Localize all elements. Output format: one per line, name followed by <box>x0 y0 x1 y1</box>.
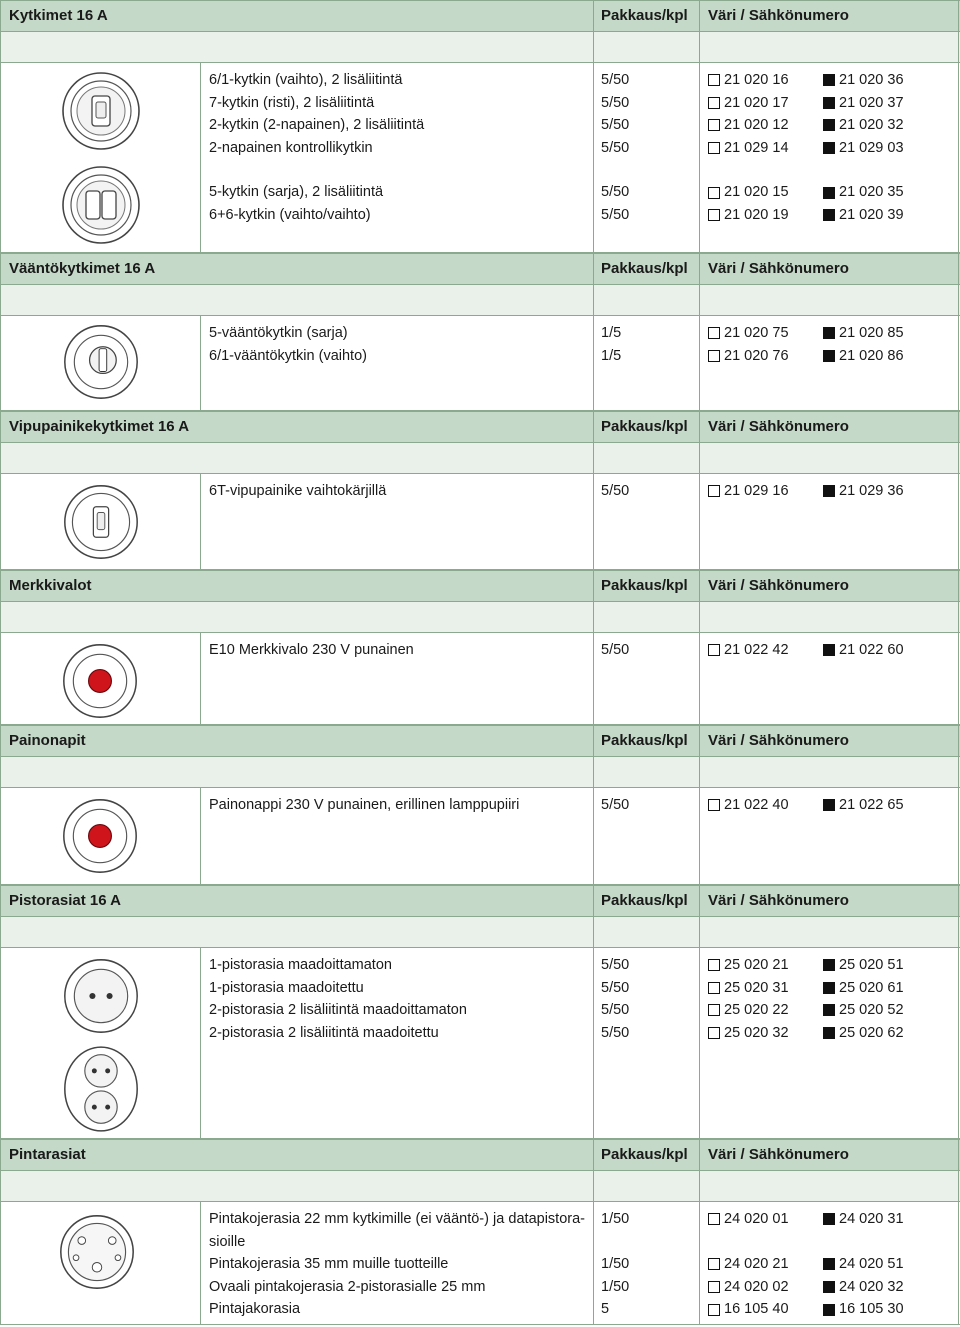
product-images <box>0 1202 200 1324</box>
section-title: Pistorasiat 16 A <box>0 886 593 916</box>
white-square-icon <box>708 97 720 109</box>
switch-product-image-double <box>59 163 143 247</box>
section-body <box>0 633 960 725</box>
row-description: Painonappi 230 V punainen, erillinen lamppupiiri <box>209 797 520 813</box>
pack-header: Pakkaus/kpl <box>593 1 699 31</box>
white-number: 21 029 16 <box>724 483 789 499</box>
row-numbers <box>708 794 958 817</box>
number-column <box>699 474 959 569</box>
socket-product-image <box>61 956 141 1036</box>
section-spacer <box>0 757 960 788</box>
pack-header: Pakkaus/kpl <box>593 254 699 284</box>
white-number: 16 105 40 <box>724 1301 789 1318</box>
row-numbers <box>708 92 958 115</box>
section-body <box>0 316 960 411</box>
product-images <box>0 474 200 569</box>
number-column <box>699 63 959 252</box>
black-number: 21 020 37 <box>839 94 904 111</box>
row-numbers <box>708 639 958 662</box>
row-pack: 5/50 <box>601 117 630 134</box>
black-number: 21 020 39 <box>839 206 904 223</box>
row-description: 2-kytkin (2-napainen), 2 lisäliitintä <box>209 117 425 134</box>
row-numbers <box>708 345 958 368</box>
number-column <box>699 316 959 410</box>
row-description: 6+6-kytkin (vaihto/vaihto) <box>209 206 371 223</box>
white-square-icon <box>708 209 720 221</box>
section-header <box>0 570 960 602</box>
row-description: 5-vääntökytkin (sarja) <box>209 325 348 341</box>
row-pack: 5/50 <box>601 1024 630 1041</box>
row-pack: 5 <box>601 1301 610 1318</box>
black-square-icon <box>823 327 835 339</box>
switch-product-image <box>59 69 143 153</box>
pack-header: Pakkaus/kpl <box>593 726 699 756</box>
black-square-icon <box>823 644 835 656</box>
surface-box-image <box>57 1212 137 1292</box>
row-pack: 1/50 <box>601 1211 630 1227</box>
white-square-icon <box>708 982 720 994</box>
black-number: 24 020 31 <box>839 1211 904 1227</box>
number-column <box>699 788 959 884</box>
section-vaantokytkimet <box>0 253 960 411</box>
row-description: 6/1-vääntökytkin (vaihto) <box>209 347 367 364</box>
section-header <box>0 885 960 917</box>
black-number: 24 020 51 <box>839 1256 904 1273</box>
black-number: 21 022 60 <box>839 642 904 658</box>
white-number: 21 020 19 <box>724 206 789 223</box>
pack-header: Pakkaus/kpl <box>593 1140 699 1170</box>
black-square-icon <box>823 1258 835 1270</box>
black-number: 21 029 36 <box>839 483 904 499</box>
white-square-icon <box>708 1027 720 1039</box>
row-numbers <box>708 137 958 160</box>
row-pack: 5/50 <box>601 483 630 499</box>
white-number: 21 022 40 <box>724 797 789 813</box>
number-column <box>699 633 959 724</box>
white-number: 21 020 76 <box>724 347 789 364</box>
black-square-icon <box>823 97 835 109</box>
rotary-switch-image <box>61 322 141 402</box>
white-number: 21 029 14 <box>724 139 789 156</box>
black-square-icon <box>823 187 835 199</box>
pack-column <box>593 316 699 410</box>
color-header: Väri / Sähkönumero <box>699 412 959 442</box>
black-number: 21 020 85 <box>839 325 904 341</box>
black-square-icon <box>823 119 835 131</box>
product-images <box>0 316 200 410</box>
push-button-image <box>59 796 141 876</box>
white-number: 21 022 42 <box>724 642 789 658</box>
row-pack: 5/50 <box>601 957 630 973</box>
black-square-icon <box>823 485 835 497</box>
white-number: 24 020 01 <box>724 1211 789 1227</box>
row-numbers <box>708 999 958 1022</box>
white-square-icon <box>708 1004 720 1016</box>
black-number: 25 020 51 <box>839 957 904 973</box>
row-description-continued: sioille <box>209 1233 246 1250</box>
color-header: Väri / Sähkönumero <box>699 726 959 756</box>
black-square-icon <box>823 142 835 154</box>
section-body <box>0 63 960 253</box>
section-pintarasiat <box>0 1139 960 1325</box>
pack-column <box>593 63 699 252</box>
white-number: 25 020 32 <box>724 1024 789 1041</box>
product-images <box>0 788 200 884</box>
color-header: Väri / Sähkönumero <box>699 886 959 916</box>
description-column <box>200 316 593 410</box>
product-images <box>0 948 200 1138</box>
section-spacer <box>0 285 960 316</box>
white-square-icon <box>708 1281 720 1293</box>
row-description: Pintakojerasia 22 mm kytkimille (ei vääntö-) ja datapistora- <box>209 1211 585 1227</box>
section-spacer <box>0 32 960 63</box>
white-square-icon <box>708 1213 720 1225</box>
section-title: Pintarasiat <box>0 1140 593 1170</box>
row-pack: 5/50 <box>601 139 630 156</box>
color-header: Väri / Sähkönumero <box>699 571 959 601</box>
row-description: Pintakojerasia 35 mm muille tuotteille <box>209 1256 449 1273</box>
white-number: 24 020 21 <box>724 1256 789 1273</box>
black-number: 21 020 36 <box>839 72 904 88</box>
pack-header: Pakkaus/kpl <box>593 886 699 916</box>
row-description: Ovaali pintakojerasia 2-pistorasialle 25 mm <box>209 1278 486 1295</box>
black-number: 25 020 62 <box>839 1024 904 1041</box>
white-square-icon <box>708 74 720 86</box>
row-pack: 5/50 <box>601 72 630 88</box>
black-square-icon <box>823 1304 835 1316</box>
section-painonapit <box>0 725 960 885</box>
black-square-icon <box>823 209 835 221</box>
row-numbers <box>708 1022 958 1045</box>
section-header <box>0 725 960 757</box>
pack-header: Pakkaus/kpl <box>593 412 699 442</box>
row-description: 2-pistorasia 2 lisäliitintä maadoittamaton <box>209 1002 467 1019</box>
row-description: 6T-vipupainike vaihtokärjillä <box>209 483 387 499</box>
pack-column <box>593 788 699 884</box>
black-square-icon <box>823 1027 835 1039</box>
description-column <box>200 948 593 1138</box>
number-column <box>699 1202 959 1324</box>
section-spacer <box>0 1171 960 1202</box>
color-header: Väri / Sähkönumero <box>699 1140 959 1170</box>
row-pack: 5/50 <box>601 94 630 111</box>
black-square-icon <box>823 982 835 994</box>
row-pack: 1/5 <box>601 325 622 341</box>
white-square-icon <box>708 959 720 971</box>
row-description: 6/1-kytkin (vaihto), 2 lisäliitintä <box>209 72 403 88</box>
number-column <box>699 948 959 1138</box>
row-pack: 5/50 <box>601 184 630 201</box>
row-pack: 5/50 <box>601 1002 630 1019</box>
row-numbers <box>708 1253 958 1276</box>
black-square-icon <box>823 799 835 811</box>
section-merkkivalot <box>0 570 960 725</box>
double-socket-image <box>61 1044 141 1134</box>
pack-column <box>593 1202 699 1324</box>
white-square-icon <box>708 644 720 656</box>
section-header <box>0 0 960 32</box>
row-description: 2-pistorasia 2 lisäliitintä maadoitettu <box>209 1024 439 1041</box>
row-numbers <box>708 69 958 92</box>
white-number: 21 020 12 <box>724 117 789 134</box>
white-number: 25 020 31 <box>724 979 789 996</box>
row-description: 7-kytkin (risti), 2 lisäliitintä <box>209 94 375 111</box>
product-images <box>0 633 200 724</box>
white-square-icon <box>708 350 720 362</box>
color-header: Väri / Sähkönumero <box>699 254 959 284</box>
row-numbers <box>708 954 958 977</box>
white-square-icon <box>708 1304 720 1316</box>
white-square-icon <box>708 485 720 497</box>
section-body <box>0 948 960 1139</box>
white-number: 21 020 16 <box>724 72 789 88</box>
white-number: 21 020 17 <box>724 94 789 111</box>
black-number: 21 020 32 <box>839 117 904 134</box>
white-number: 21 020 75 <box>724 325 789 341</box>
black-square-icon <box>823 1213 835 1225</box>
section-spacer <box>0 917 960 948</box>
row-pack: 5/50 <box>601 979 630 996</box>
white-number: 25 020 21 <box>724 957 789 973</box>
section-body <box>0 474 960 570</box>
section-spacer <box>0 602 960 633</box>
white-number: 21 020 15 <box>724 184 789 201</box>
section-title: Kytkimet 16 A <box>0 1 593 31</box>
section-spacer <box>0 443 960 474</box>
row-numbers <box>708 114 958 137</box>
lever-switch-image <box>61 482 141 562</box>
black-number: 16 105 30 <box>839 1301 904 1318</box>
row-description: 2-napainen kontrollikytkin <box>209 139 373 156</box>
black-square-icon <box>823 1004 835 1016</box>
description-column <box>200 1202 593 1324</box>
section-header <box>0 253 960 285</box>
row-numbers <box>708 977 958 1000</box>
pack-column <box>593 633 699 724</box>
row-pack: 5/50 <box>601 206 630 223</box>
row-pack: 1/5 <box>601 347 622 364</box>
row-pack: 5/50 <box>601 642 630 658</box>
row-numbers <box>708 181 958 204</box>
row-numbers <box>708 480 958 503</box>
white-square-icon <box>708 799 720 811</box>
white-square-icon <box>708 327 720 339</box>
white-number: 24 020 02 <box>724 1278 789 1295</box>
black-number: 25 020 61 <box>839 979 904 996</box>
black-number: 21 029 03 <box>839 139 904 156</box>
section-body <box>0 1202 960 1325</box>
color-header: Väri / Sähkönumero <box>699 1 959 31</box>
section-title: Vääntökytkimet 16 A <box>0 254 593 284</box>
black-square-icon <box>823 1281 835 1293</box>
white-square-icon <box>708 187 720 199</box>
description-column <box>200 63 593 252</box>
row-numbers <box>708 1276 958 1299</box>
row-description: 5-kytkin (sarja), 2 lisäliitintä <box>209 184 384 201</box>
black-number: 24 020 32 <box>839 1278 904 1295</box>
black-square-icon <box>823 350 835 362</box>
row-numbers <box>708 1208 958 1231</box>
white-square-icon <box>708 119 720 131</box>
black-number: 25 020 52 <box>839 1002 904 1019</box>
section-body <box>0 788 960 885</box>
white-square-icon <box>708 142 720 154</box>
pack-header: Pakkaus/kpl <box>593 571 699 601</box>
row-pack: 5/50 <box>601 797 630 813</box>
section-title: Vipupainikekytkimet 16 A <box>0 412 593 442</box>
section-header <box>0 411 960 443</box>
row-description: E10 Merkkivalo 230 V punainen <box>209 642 414 658</box>
section-pistorasiat <box>0 885 960 1139</box>
white-square-icon <box>708 1258 720 1270</box>
section-vipupainike <box>0 411 960 570</box>
black-square-icon <box>823 74 835 86</box>
row-pack: 1/50 <box>601 1278 630 1295</box>
row-description: 1-pistorasia maadoittamaton <box>209 957 392 973</box>
row-numbers <box>708 1298 958 1321</box>
pack-column <box>593 474 699 569</box>
black-number: 21 022 65 <box>839 797 904 813</box>
black-number: 21 020 35 <box>839 184 904 201</box>
description-column <box>200 633 593 724</box>
black-number: 21 020 86 <box>839 347 904 364</box>
black-square-icon <box>823 959 835 971</box>
description-column <box>200 788 593 884</box>
row-description: Pintajakorasia <box>209 1301 301 1318</box>
product-images <box>0 63 200 252</box>
row-numbers <box>708 204 958 227</box>
indicator-lamp-image <box>59 641 141 721</box>
pack-column <box>593 948 699 1138</box>
section-title: Merkkivalot <box>0 571 593 601</box>
white-number: 25 020 22 <box>724 1002 789 1019</box>
row-description: 1-pistorasia maadoitettu <box>209 979 364 996</box>
row-pack: 1/50 <box>601 1256 630 1273</box>
section-title: Painonapit <box>0 726 593 756</box>
description-column <box>200 474 593 569</box>
section-header <box>0 1139 960 1171</box>
row-numbers <box>708 322 958 345</box>
section-kytkimet <box>0 0 960 253</box>
